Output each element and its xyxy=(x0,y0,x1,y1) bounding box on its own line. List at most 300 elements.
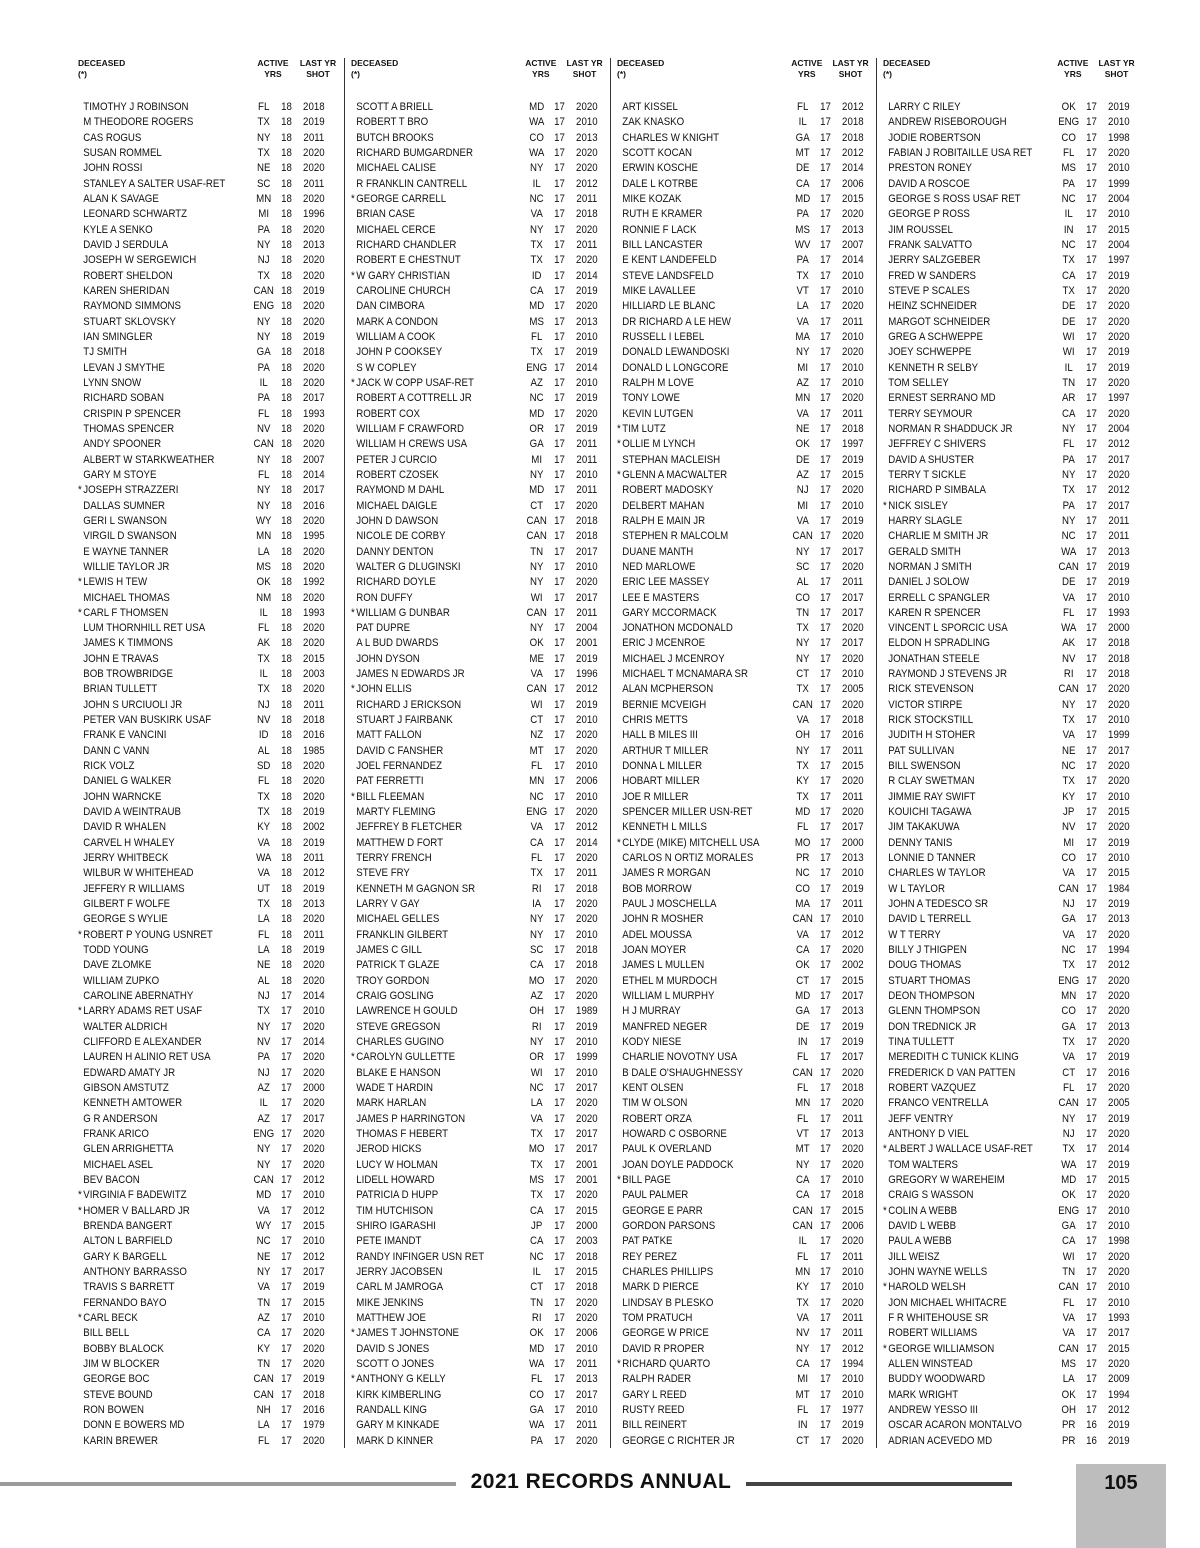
state-code: OK xyxy=(529,1327,544,1340)
state-code: CA xyxy=(529,1235,544,1248)
list-item xyxy=(351,1234,615,1249)
last-year-shot: 2011 xyxy=(303,698,325,711)
shooter-name: KARIN BREWER xyxy=(83,1434,159,1447)
shooter-name: STEVE FRY xyxy=(356,867,410,880)
state-code: TX xyxy=(796,1296,809,1309)
shooter-name: RUSTY REED xyxy=(622,1403,685,1416)
state-code: TN xyxy=(1062,1265,1076,1278)
shooter-name: HARRY SLAGLE xyxy=(888,514,963,527)
shooter-name: ROBERT CZOSEK xyxy=(356,468,439,481)
active-years: 17 xyxy=(1086,775,1097,788)
state-code: CAN xyxy=(1058,1342,1079,1355)
shooter-name: H J MURRAY xyxy=(622,1005,681,1018)
active-years: 18 xyxy=(281,836,292,849)
deceased-marker: * xyxy=(883,1342,887,1355)
deceased-marker-label: (*) xyxy=(883,69,892,79)
list-item xyxy=(617,1020,881,1035)
shooter-name: CHARLES W KNIGHT xyxy=(622,131,720,144)
last-year-shot: 2017 xyxy=(576,1143,598,1156)
active-years: 17 xyxy=(1086,1112,1097,1125)
active-years: 17 xyxy=(554,346,565,359)
list-item xyxy=(617,422,881,437)
shooter-name: PAUL PALMER xyxy=(622,1189,689,1202)
list-item xyxy=(351,820,615,835)
shooter-name: SUSAN ROMMEL xyxy=(83,146,162,159)
list-item xyxy=(883,744,1147,759)
active-years: 17 xyxy=(820,1127,831,1140)
shooter-name: JIM TAKAKUWA xyxy=(888,821,960,834)
active-years: 17 xyxy=(1086,407,1097,420)
list-item xyxy=(351,636,615,651)
last-year-shot: 2012 xyxy=(576,683,598,696)
last-year-shot: 2010 xyxy=(576,1342,598,1355)
shooter-name: OLLIE M LYNCH xyxy=(622,438,696,451)
last-year-shot: 2015 xyxy=(303,1296,325,1309)
state-code: CO xyxy=(1061,1005,1076,1018)
state-code: NY xyxy=(795,637,810,650)
state-code: NV xyxy=(256,714,271,727)
shooter-name: CAROLINE CHURCH xyxy=(356,284,451,297)
last-year-shot: 2013 xyxy=(1108,1020,1130,1033)
active-years: 17 xyxy=(281,1020,292,1033)
state-code: NZ xyxy=(530,729,544,742)
last-year-shot: 2011 xyxy=(842,1311,864,1324)
active-years: 18 xyxy=(281,422,292,435)
active-years: 17 xyxy=(1086,882,1097,895)
list-item xyxy=(883,223,1147,238)
list-item xyxy=(78,1280,342,1295)
list-item xyxy=(351,744,615,759)
shooter-name: HOBART MILLER xyxy=(622,775,700,788)
state-code: WA xyxy=(529,1419,545,1432)
active-years: 17 xyxy=(1086,1097,1097,1110)
active-years: 17 xyxy=(554,1434,565,1447)
last-year-shot: 2010 xyxy=(303,1235,325,1248)
last-year-shot: 2010 xyxy=(842,1281,864,1294)
list-item xyxy=(883,483,1147,498)
list-item xyxy=(617,882,881,897)
state-code: CA xyxy=(795,1189,810,1202)
shooter-name: JIMMIE RAY SWIFT xyxy=(888,790,976,803)
shooter-name: JOHN ROSSI xyxy=(83,162,143,175)
state-code: CAN xyxy=(253,1373,274,1386)
state-code: MT xyxy=(795,146,810,159)
active-years: 17 xyxy=(820,1143,831,1156)
last-year-shot: 2011 xyxy=(842,1327,864,1340)
last-year-shot: 2019 xyxy=(1108,1158,1130,1171)
state-code: CAN xyxy=(792,1219,813,1232)
last-year-shot: 2011 xyxy=(576,453,598,466)
state-code: CAN xyxy=(253,1388,274,1401)
state-code: VA xyxy=(796,514,809,527)
state-code: TX xyxy=(257,116,270,129)
list-item xyxy=(78,131,342,146)
list-item xyxy=(883,192,1147,207)
shooter-name: W T TERRY xyxy=(888,928,941,941)
active-years: 17 xyxy=(820,315,831,328)
state-code: WA xyxy=(1061,622,1077,635)
last-year-shot: 2011 xyxy=(842,898,864,911)
active-years: 18 xyxy=(281,407,292,420)
last-year-shot: 2020 xyxy=(303,560,325,573)
last-year-shot: 2013 xyxy=(576,131,598,144)
last-year-shot: 1994 xyxy=(842,1357,864,1370)
shooter-name: JAMES P HARRINGTON xyxy=(356,1112,466,1125)
state-code: OH xyxy=(529,1005,544,1018)
list-item xyxy=(883,1112,1147,1127)
active-years: 17 xyxy=(554,821,565,834)
shooter-name: JOSEPH W SERGEWICH xyxy=(83,254,197,267)
active-years: 17 xyxy=(554,1204,565,1217)
shooter-name: DANIEL J SOLOW xyxy=(888,576,970,589)
shooter-name: LUM THORNHILL RET USA xyxy=(83,622,206,635)
active-years: 17 xyxy=(820,775,831,788)
active-years: 17 xyxy=(554,560,565,573)
active-years: 17 xyxy=(1086,744,1097,757)
active-years: 17 xyxy=(820,1357,831,1370)
last-year-shot: 2019 xyxy=(842,1419,864,1432)
last-year-shot: 2001 xyxy=(576,1158,598,1171)
shooter-name: CAS ROGUS xyxy=(83,131,142,144)
list-item xyxy=(351,1311,615,1326)
list-item xyxy=(883,437,1147,452)
list-item xyxy=(617,1096,881,1111)
active-years: 17 xyxy=(554,1097,565,1110)
shooter-name: RAYMOND J STEVENS JR xyxy=(888,668,1007,681)
shooter-name: DAVID R WHALEN xyxy=(83,821,166,834)
active-years: 17 xyxy=(820,959,831,972)
active-years: 17 xyxy=(1086,1020,1097,1033)
state-code: IL xyxy=(1064,361,1073,374)
state-code: NC xyxy=(256,1235,271,1248)
shooter-name: HOWARD C OSBORNE xyxy=(622,1127,727,1140)
active-years: 17 xyxy=(1086,545,1097,558)
list-item xyxy=(883,177,1147,192)
state-code: CO xyxy=(1061,131,1076,144)
last-year-shot: 2019 xyxy=(842,882,864,895)
shooter-name: ANTHONY G KELLY xyxy=(356,1373,446,1386)
shooter-name: GARY MCCORMACK xyxy=(622,606,717,619)
state-code: AK xyxy=(257,637,271,650)
last-year-shot: 2013 xyxy=(303,898,325,911)
active-years: 18 xyxy=(281,177,292,190)
shooter-name: GEORGE BOC xyxy=(83,1373,150,1386)
list-item xyxy=(883,1265,1147,1280)
last-year-shot: 2010 xyxy=(576,928,598,941)
state-code: OK xyxy=(1061,1388,1076,1401)
list-item xyxy=(617,361,881,376)
shooter-name: WALTER ALDRICH xyxy=(83,1020,168,1033)
active-years: 17 xyxy=(554,760,565,773)
list-item xyxy=(78,744,342,759)
active-years: 17 xyxy=(554,775,565,788)
list-item xyxy=(351,376,615,391)
deceased-marker: * xyxy=(78,1204,82,1217)
shooter-name: JOHN P COOKSEY xyxy=(356,346,443,359)
last-year-shot: 1993 xyxy=(1108,606,1130,619)
last-year-shot: 2014 xyxy=(303,990,325,1003)
last-year-shot: 1977 xyxy=(842,1403,864,1416)
state-code: NY xyxy=(529,468,544,481)
state-code: DE xyxy=(795,1020,810,1033)
active-years: 17 xyxy=(554,392,565,405)
shooter-name: DAVID R PROPER xyxy=(622,1342,705,1355)
state-code: MI xyxy=(1063,836,1075,849)
active-years: 18 xyxy=(281,974,292,987)
shooter-name: JEFFREY B FLETCHER xyxy=(356,821,463,834)
active-years: 17 xyxy=(554,1158,565,1171)
shooter-name: GORDON PARSONS xyxy=(622,1219,716,1232)
state-code: CAN xyxy=(526,530,547,543)
last-yr-label: LAST YR xyxy=(1098,58,1135,68)
shooter-name: CARVEL H WHALEY xyxy=(83,836,175,849)
last-year-shot: 2010 xyxy=(842,913,864,926)
state-code: TX xyxy=(530,1127,543,1140)
state-code: MN xyxy=(529,775,545,788)
list-item xyxy=(351,790,615,805)
last-year-shot: 2020 xyxy=(842,1066,864,1079)
last-year-shot: 2018 xyxy=(842,116,864,129)
active-years: 17 xyxy=(1086,1265,1097,1278)
shooter-name: ALAN MCPHERSON xyxy=(622,683,714,696)
state-code: VA xyxy=(796,928,809,941)
last-year-shot: 2011 xyxy=(576,238,598,251)
active-years: 17 xyxy=(281,1327,292,1340)
state-code: VA xyxy=(796,714,809,727)
list-item xyxy=(617,928,881,943)
last-year-shot: 1985 xyxy=(303,744,325,757)
state-code: NE xyxy=(256,959,271,972)
last-year-shot: 2013 xyxy=(1108,545,1130,558)
state-code: MS xyxy=(529,1173,544,1186)
active-years: 17 xyxy=(820,1051,831,1064)
list-item xyxy=(351,1127,615,1142)
state-code: UT xyxy=(257,882,271,895)
shooter-name: TIM LUTZ xyxy=(622,422,666,435)
list-item xyxy=(351,284,615,299)
last-year-shot: 2018 xyxy=(303,1388,325,1401)
shooter-name: DONALD LEWANDOSKI xyxy=(622,346,730,359)
shooter-name: JOHN WARNCKE xyxy=(83,790,162,803)
shooter-name: FRANK SALVATTO xyxy=(888,238,973,251)
last-year-shot: 2010 xyxy=(576,330,598,343)
shooter-name: RUTH E KRAMER xyxy=(622,208,703,221)
shooter-name: JOHN E TRAVAS xyxy=(83,652,159,665)
state-code: MO xyxy=(528,974,545,987)
active-years: 17 xyxy=(820,254,831,267)
last-year-shot: 2019 xyxy=(1108,346,1130,359)
last-year-shot: 2020 xyxy=(303,361,325,374)
state-code: AK xyxy=(1062,637,1076,650)
shooter-name: M THEODORE ROGERS xyxy=(83,116,194,129)
list-item xyxy=(617,100,881,115)
shooter-name: VINCENT L SPORCIC USA xyxy=(888,622,1008,635)
list-item xyxy=(883,100,1147,115)
deceased-marker: * xyxy=(883,1281,887,1294)
active-years-header xyxy=(784,58,829,88)
active-years: 17 xyxy=(1086,1219,1097,1232)
state-code: SC xyxy=(256,177,271,190)
shooter-name: PAT FERRETTI xyxy=(356,775,424,788)
state-code: FL xyxy=(797,821,809,834)
list-item xyxy=(78,591,342,606)
last-year-shot: 2009 xyxy=(1108,1373,1130,1386)
shooter-name: ALLEN WINSTEAD xyxy=(888,1357,973,1370)
shooter-name: GERI L SWANSON xyxy=(83,514,168,527)
last-year-shot: 2010 xyxy=(1108,162,1130,175)
list-item xyxy=(78,177,342,192)
state-code: WA xyxy=(529,1357,545,1370)
state-code: RI xyxy=(531,1311,542,1324)
last-year-shot: 2010 xyxy=(576,560,598,573)
last-year-shot: 2017 xyxy=(576,1082,598,1094)
last-year-shot: 2012 xyxy=(1108,959,1130,972)
state-code: VA xyxy=(1062,928,1075,941)
list-item xyxy=(617,1219,881,1234)
last-yr-label: LAST YR xyxy=(299,58,337,68)
list-item xyxy=(883,499,1147,514)
shooter-name: MIKE KOZAK xyxy=(622,192,682,205)
state-code: MD xyxy=(795,192,811,205)
list-item xyxy=(78,1158,342,1173)
list-item xyxy=(351,928,615,943)
active-years: 17 xyxy=(820,898,831,911)
shooter-name: STEVE P SCALES xyxy=(888,284,970,297)
state-code: DE xyxy=(795,453,810,466)
list-item xyxy=(78,207,342,222)
list-item xyxy=(351,529,615,544)
list-item xyxy=(883,1020,1147,1035)
active-years: 17 xyxy=(1086,192,1097,205)
last-year-shot: 2012 xyxy=(842,1342,864,1355)
last-year-shot: 2015 xyxy=(842,760,864,773)
list-item xyxy=(351,774,615,789)
list-item xyxy=(617,1050,881,1065)
state-code: KY xyxy=(257,821,271,834)
state-code: MD xyxy=(795,806,811,819)
last-year-shot: 2017 xyxy=(842,591,864,604)
state-code: MN xyxy=(1061,990,1077,1003)
state-code: FL xyxy=(258,928,270,941)
active-years: 18 xyxy=(281,116,292,129)
list-item xyxy=(617,1296,881,1311)
last-yr-label: LAST YR xyxy=(566,58,603,68)
shooter-name: FRANKLIN GILBERT xyxy=(356,928,449,941)
list-item xyxy=(351,1020,615,1035)
last-year-shot: 2019 xyxy=(303,944,325,957)
state-code: MS xyxy=(529,315,544,328)
shooter-name: SCOTT A BRIELL xyxy=(356,101,434,113)
state-code: FL xyxy=(1063,146,1075,159)
last-year-shot: 2020 xyxy=(303,438,325,451)
active-years: 17 xyxy=(1086,315,1097,328)
state-code: TX xyxy=(1062,1036,1075,1049)
active-years: 17 xyxy=(1086,514,1097,527)
shooter-name: LEWIS H TEW xyxy=(83,576,148,589)
last-year-shot: 1997 xyxy=(1108,254,1130,267)
list-item xyxy=(617,1112,881,1127)
active-years: 17 xyxy=(1086,959,1097,972)
list-item xyxy=(617,345,881,360)
active-years: 17 xyxy=(820,300,831,313)
list-item xyxy=(78,453,342,468)
list-item xyxy=(351,330,615,345)
active-years: 17 xyxy=(554,1143,565,1156)
active-years: 18 xyxy=(281,622,292,635)
last-year-shot: 2020 xyxy=(842,1235,864,1248)
shooter-name: JERRY WHITBECK xyxy=(83,852,169,865)
state-code: IL xyxy=(798,116,807,129)
list-item xyxy=(883,284,1147,299)
list-item xyxy=(78,1142,342,1157)
last-year-shot: 2020 xyxy=(303,1051,325,1064)
list-item xyxy=(78,1219,342,1234)
state-code: MD xyxy=(256,1189,272,1202)
active-years: 17 xyxy=(1086,530,1097,543)
shooter-name: DENNY TANIS xyxy=(888,836,953,849)
state-code: FL xyxy=(797,101,809,113)
list-item xyxy=(617,468,881,483)
state-code: WI xyxy=(1062,330,1075,343)
shooter-name: DELBERT MAHAN xyxy=(622,499,705,512)
active-years: 17 xyxy=(1086,714,1097,727)
state-code: FL xyxy=(1063,438,1075,451)
state-code: NE xyxy=(1061,744,1076,757)
state-code: CA xyxy=(529,836,544,849)
active-years: 17 xyxy=(554,1342,565,1355)
list-item xyxy=(351,345,615,360)
state-code: TX xyxy=(530,254,543,267)
list-item xyxy=(78,407,342,422)
last-year-shot: 2020 xyxy=(576,499,598,512)
state-code: NY xyxy=(1061,422,1076,435)
shooter-name: ROBERT E CHESTNUT xyxy=(356,254,461,267)
last-year-shot: 2020 xyxy=(303,315,325,328)
active-years: 17 xyxy=(1086,131,1097,144)
last-year-shot: 2020 xyxy=(303,300,325,313)
last-year-shot: 2010 xyxy=(842,668,864,681)
list-item xyxy=(351,223,615,238)
last-year-shot: 2020 xyxy=(842,346,864,359)
last-year-shot: 2011 xyxy=(303,131,325,144)
active-years: 17 xyxy=(820,208,831,221)
active-years: 17 xyxy=(820,392,831,405)
active-years: 17 xyxy=(554,499,565,512)
last-year-shot: 2015 xyxy=(1108,223,1130,236)
active-years: 17 xyxy=(1086,346,1097,359)
shooter-name: JERRY SALZGEBER xyxy=(888,254,981,267)
active-years: 17 xyxy=(1086,944,1097,957)
active-years: 17 xyxy=(554,361,565,374)
state-code: AR xyxy=(1061,392,1076,405)
list-item xyxy=(883,545,1147,560)
last-year-shot: 2020 xyxy=(576,729,598,742)
state-code: LA xyxy=(1062,1373,1075,1386)
state-code: IL xyxy=(259,1097,268,1110)
last-year-shot: 2020 xyxy=(1108,1036,1130,1049)
active-years: 17 xyxy=(820,683,831,696)
state-code: NV xyxy=(1061,652,1076,665)
last-year-shot: 2018 xyxy=(303,714,325,727)
shooter-name: KENNETH M GAGNON SR xyxy=(356,882,476,895)
last-year-shot: 2015 xyxy=(1108,867,1130,880)
last-year-shot: 2020 xyxy=(303,683,325,696)
last-year-shot: 1992 xyxy=(303,576,325,589)
state-code: GA xyxy=(1061,913,1076,926)
active-years: 17 xyxy=(554,330,565,343)
active-years: 17 xyxy=(820,1189,831,1202)
shooter-name: TIM HUTCHISON xyxy=(356,1204,434,1217)
